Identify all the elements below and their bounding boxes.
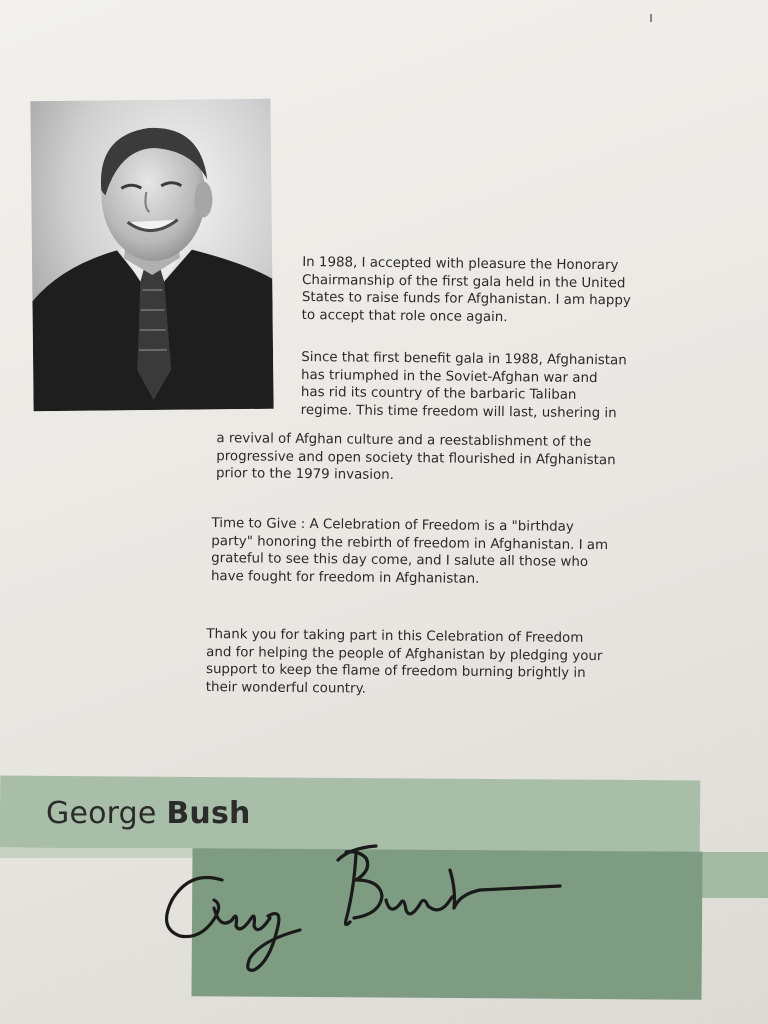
signer-first-name: George: [46, 796, 157, 831]
text-line: to accept that role once again.: [301, 307, 508, 325]
text-line: Chairmanship of the first gala held in the United: [302, 272, 626, 291]
text-line: grateful to see this day come, and I salute all those who: [211, 551, 589, 571]
paragraph-2: [301, 349, 627, 423]
text-line: prior to the 1979 invasion.: [215, 466, 395, 484]
text-line: party" honoring the rebirth of freedom in Afghanistan. I am: [211, 533, 609, 553]
text-line: Since that first benefit gala in 1988, Afghanistan: [301, 349, 627, 369]
text-line: have fought for freedom in Afghanistan.: [210, 568, 480, 587]
text-line: has triumphed in the Soviet-Afghan war and: [301, 367, 598, 386]
text-line: support to keep the flame of freedom burning brightly in: [205, 662, 586, 682]
signer-last-name: Bush: [166, 796, 251, 831]
paragraph-1: [302, 254, 632, 328]
text-line: Thank you for taking part in this Celebration of Freedom: [206, 626, 584, 646]
signature-icon: [150, 830, 590, 980]
text-line: progressive and open society that flourished in Afghanistan: [216, 448, 616, 468]
paragraph-3: [211, 515, 608, 590]
text-line: States to raise funds for Afghanistan. I am happy: [301, 290, 631, 309]
text-line: a revival of Afghan culture and a reestablishment of the: [216, 431, 592, 451]
paragraph-2-continued: [216, 430, 616, 487]
text-line: regime. This time freedom will last, ushering in: [300, 402, 617, 422]
text-line: In 1988, I accepted with pleasure the Honorary: [302, 254, 619, 274]
paragraph-4: [206, 626, 603, 701]
text-line: Time to Give : A Celebration of Freedom is a "birthday: [211, 516, 574, 535]
text-line: their wonderful country.: [205, 679, 366, 697]
green-band-right: [700, 852, 768, 898]
signer-name: [46, 796, 251, 831]
text-line: has rid its country of the barbaric Taliban: [300, 385, 577, 404]
text-line: and for helping the people of Afghanistan by pledging your: [206, 644, 603, 664]
